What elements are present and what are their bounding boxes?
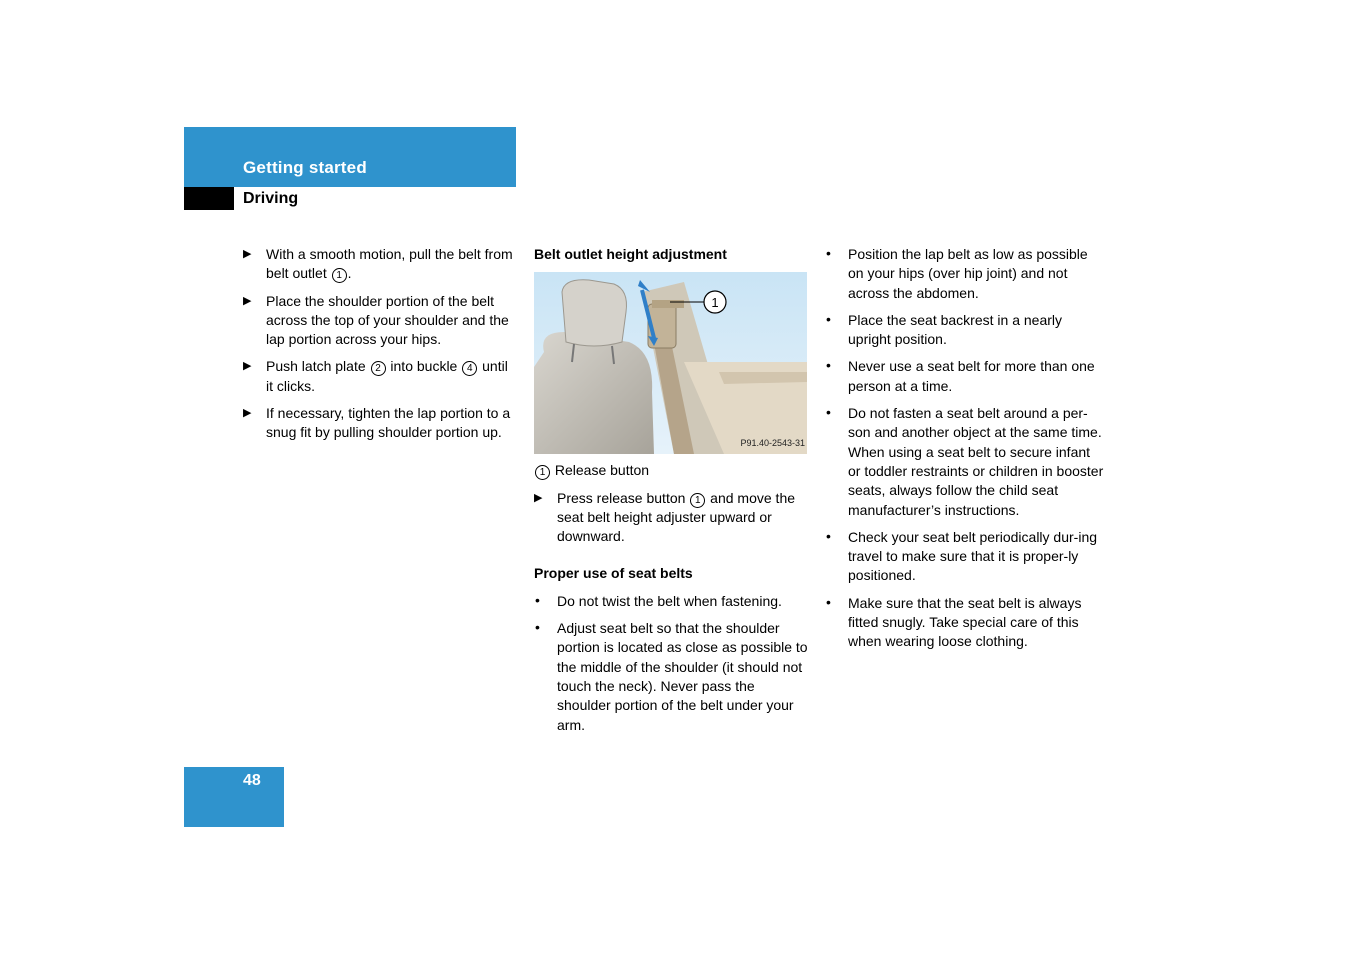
list-item-text: Make sure that the seat belt is always fitted snugly. Take special care of this when wearing loose clothing.: [848, 594, 1082, 650]
list-item: [825, 311, 1105, 350]
bullet-icon: •: [826, 593, 831, 610]
step-text: until it clicks.: [266, 358, 508, 394]
list-item: [825, 594, 1105, 652]
heading-proper-use: Proper use of seat belts: [534, 565, 693, 582]
instruction-step: [534, 489, 810, 547]
figure-callout: 1: [711, 295, 719, 311]
bullet-icon: •: [826, 404, 831, 421]
callout-reference: 1: [690, 493, 705, 508]
arrow-bullet-icon: ▶: [534, 491, 543, 504]
instruction-step: [243, 357, 518, 396]
bullet-icon: •: [826, 357, 831, 374]
instruction-step: [243, 292, 518, 350]
list-item: [825, 245, 1105, 303]
legend-label: Release button: [554, 462, 650, 479]
list-item-text: Position the lap belt as low as possible on your hips (over hip joint) and not across the abdomen.: [848, 246, 1088, 301]
callout-reference: 2: [371, 361, 386, 376]
callout-reference: 1: [535, 465, 550, 480]
list-item-text: Place the seat backrest in a nearly upright position.: [848, 311, 1063, 348]
callout-reference: 1: [332, 268, 347, 283]
arrow-bullet-icon: ▶: [243, 294, 252, 307]
step-text: Place the shoulder portion of the belt across the top of your shoulder and the lap portion across your hips.: [266, 292, 509, 348]
column-middle: [534, 245, 810, 743]
instruction-step: [243, 404, 518, 443]
subsection-title: Driving: [243, 190, 299, 207]
bullet-icon: •: [826, 310, 831, 327]
column-left: [243, 245, 518, 451]
heading-belt-outlet: Belt outlet height adjustment: [534, 246, 727, 262]
list-item: [825, 528, 1105, 586]
list-item: [534, 592, 810, 611]
arrow-bullet-icon: ▶: [243, 407, 252, 420]
figure-code: P91.40-2543-31: [740, 438, 805, 448]
column-right: [825, 245, 1105, 660]
list-item: [825, 357, 1105, 396]
step-text: .: [347, 265, 352, 282]
bullet-icon: •: [535, 619, 540, 636]
header-bar: [184, 127, 516, 187]
section-title: Getting started: [243, 158, 367, 177]
list-item-text: Do not twist the belt when fastening.: [557, 592, 782, 609]
bullet-icon: •: [535, 591, 540, 608]
seat-belt-illustration: [534, 272, 807, 454]
list-item-text: Adjust seat belt so that the shoulder portion is located as close as possible to the middle of the shoulder (it should not touch the neck). Never pass the shoulder portion of the belt under your arm.: [557, 620, 808, 733]
arrow-bullet-icon: ▶: [243, 360, 252, 373]
instruction-step: [243, 245, 518, 284]
bullet-icon: •: [826, 245, 831, 261]
step-text: Press release button: [557, 489, 690, 506]
step-text: and move the seat belt height adjuster upward or downward.: [557, 489, 796, 545]
figure-legend: [534, 461, 810, 480]
list-item-text: Never use a seat belt for more than one person at a time.: [848, 358, 1095, 394]
arrow-bullet-icon: ▶: [243, 248, 252, 260]
list-item: [825, 404, 1105, 520]
section-tab-marker: [184, 187, 234, 210]
step-text: Push latch plate: [266, 358, 370, 375]
bullet-icon: •: [826, 527, 831, 544]
seat-belt-drawing: [534, 272, 807, 454]
list-item-text: Check your seat belt periodically dur-ing travel to make sure that it is proper-ly positioned.: [848, 528, 1098, 584]
list-item-text: Do not fasten a seat belt around a per-son and another object at the same time. When using a seat belt to secure infant or toddler restraints or children in booster seats, always follow the child seat manufacturer’s instructions.: [848, 405, 1104, 518]
callout-reference: 4: [462, 361, 477, 376]
step-text: If necessary, tighten the lap portion to a snug fit by pulling shoulder portion up.: [266, 405, 511, 441]
step-text: into buckle: [386, 358, 462, 375]
page-number-box: [184, 767, 284, 827]
step-text: With a smooth motion, pull the belt from belt outlet: [266, 246, 513, 282]
list-item: [534, 619, 810, 735]
page-number: 48: [243, 772, 261, 789]
